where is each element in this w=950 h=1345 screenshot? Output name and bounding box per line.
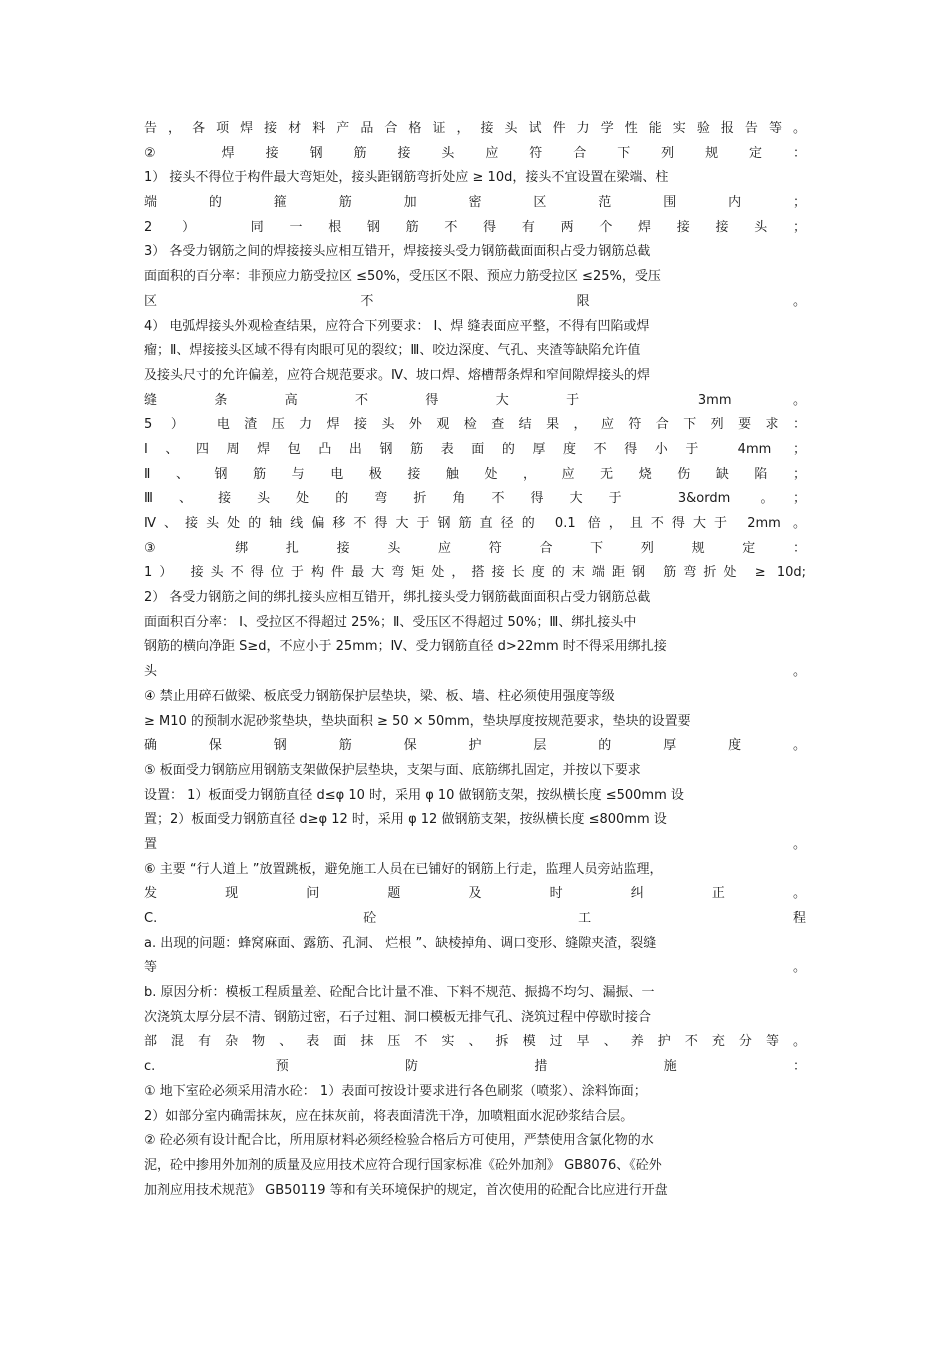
text-line: ⑥ 主要 “行人道上 ”放置跳板，避免施工人员在已铺好的钢筋上行走，监理人员旁站监理， <box>144 861 663 877</box>
text-line: 瘤；Ⅱ、焊接接头区域不得有肉眼可见的裂纹；Ⅲ、咬边深度、气孔、夹渣等缺陷允许值 <box>144 343 641 359</box>
text-line: ② 砼必须有设计配合比，所用原材料必须经检验合格后方可使用，严禁使用含氯化物的水 <box>144 1133 654 1149</box>
text-line: ⑤ 板面受力钢筋应用钢筋支架做保护层垫块，支架与面、底筋绑扎固定，并按以下要求 <box>144 762 641 778</box>
text-line: 钢筋的横向净距 S≥d，不应小于 25mm；Ⅳ、受力钢筋直径 d>22mm 时不得采用绑扎接 <box>144 639 667 655</box>
text-line: Ⅳ、接头处的轴线偏移不得大于钢筋直径的 0.1 倍，且不得大于 2mm 。 <box>144 516 806 531</box>
text-line: 面面积百分率： Ⅰ、受拉区不得超过 25%；Ⅱ、受压区不得超过 50%；Ⅲ、绑扎接头中 <box>144 614 637 630</box>
text-line: Ⅲ、接头处的弯折角不得大于 3&ordm 。； <box>144 491 806 507</box>
text-line: 设置： 1）板面受力钢筋直径 d≤φ 10 时，采用 φ 10 做钢筋支架，按纵横长度 ≤500mm 设 <box>144 787 684 803</box>
text-line: 1） 接头不得位于构件最大弯矩处，接头距钢筋弯折处应 ≥ 10d，接头不宜设置在梁端、柱 <box>144 170 669 186</box>
text-line: b. 原因分析：模板工程质量差、砼配合比计量不准、下料不规范、振捣不均匀、漏振、一 <box>144 985 655 1001</box>
text-line: 部混有杂物、表面抹压不实、拆模过早、养护不充分等。 <box>144 1034 806 1050</box>
text-line: 发现问题及时纠正。 <box>144 886 806 902</box>
text-line: ② 焊接钢筋接头应符合下列规定： <box>144 145 806 161</box>
text-line: Ⅱ、钢筋与电极接触处，应无烧伤缺陷； <box>144 466 806 482</box>
text-line: 2）如部分室内确需抹灰，应在抹灰前，将表面清洗干净，加喷粗面水泥砂浆结合层。 <box>144 1108 634 1124</box>
text-line: ④ 禁止用碎石做梁、板底受力钢筋保护层垫块，梁、板、墙、柱必须使用强度等级 <box>144 688 615 704</box>
text-line: 缝条高不得大于 3mm 。 <box>144 392 806 408</box>
text-line: ③ 绑扎接头应符合下列规定： <box>144 540 806 556</box>
text-line: 4） 电弧焊接头外观检查结果，应符合下列要求： Ⅰ、焊 缝表面应平整，不得有凹陷或焊 <box>144 318 650 334</box>
text-line: Ⅰ、四周焊包凸出钢筋表面的厚度不得小于 4mm ； <box>144 441 806 457</box>
document-body <box>144 117 806 1203</box>
text-line: 2） 各受力钢筋之间的绑扎接头应相互错开，绑扎接头受力钢筋截面面积占受力钢筋总截 <box>144 590 651 606</box>
text-line: 确保钢筋保护层的厚度。 <box>144 738 806 754</box>
text-line: 等。 <box>144 960 806 976</box>
text-line: 及接头尺寸的允许偏差，应符合规范要求。Ⅳ、坡口焊、熔槽帮条焊和窄间隙焊接头的焊 <box>144 367 650 383</box>
text-line: 置；2）板面受力钢筋直径 d≥φ 12 时，采用 φ 12 做钢筋支架，按纵横长度 ≤800mm 设 <box>144 812 667 828</box>
text-line: 2 ） 同一根钢筋不得有两个焊接接头； <box>144 219 806 235</box>
text-line: 加剂应用技术规范》 GB50119 等和有关环境保护的规定，首次使用的砼配合比应进行开盘 <box>144 1182 668 1198</box>
text-line: 面面积的百分率：非预应力筋受拉区 ≤50%，受压区不限、预应力筋受拉区 ≤25%，受压 <box>144 269 661 285</box>
text-line: a. 出现的问题：蜂窝麻面、露筋、孔洞、 烂根 ”、缺棱掉角、调口变形、缝隙夹渣，裂缝 <box>144 935 657 951</box>
text-line: 头。 <box>144 664 806 680</box>
text-line: 置。 <box>144 836 806 852</box>
text-line: ① 地下室砼必须采用清水砼： 1）表面可按设计要求进行各色刷浆（喷浆）、涂料饰面； <box>144 1083 647 1099</box>
text-line: 端的箍筋加密区范围内； <box>144 195 806 211</box>
text-line: 1） 接头不得位于构件最大弯矩处，搭接长度的末端距钢 筋弯折处 ≥ 10d; <box>144 565 806 581</box>
text-line: C. 砼工程 <box>144 911 806 926</box>
text-line: 3） 各受力钢筋之间的焊接接头应相互错开，焊接接头受力钢筋截面面积占受力钢筋总截 <box>144 244 651 260</box>
text-line: 区不限。 <box>144 293 806 309</box>
text-line: ≥ M10 的预制水泥砂浆垫块，垫块面积 ≥ 50 × 50mm，垫块厚度按规范要求，垫块的设置要 <box>144 713 691 729</box>
text-line: 告，各项焊接材料产品合格证，接头试件力学性能实验报告等。 <box>144 121 806 136</box>
text-line: 泥，砼中掺用外加剂的质量及应用技术应符合现行国家标准《砼外加剂》 GB8076、《砼外 <box>144 1157 662 1173</box>
text-line: 次浇筑太厚分层不清、钢筋过密，石子过粗、洞口模板无排气孔、浇筑过程中停歇时接合 <box>144 1009 652 1025</box>
text-line: 5 ） 电渣压力焊接头外观检查结果，应符合下列要求： <box>144 417 806 433</box>
text-line: c. 预防措施： <box>144 1059 806 1075</box>
